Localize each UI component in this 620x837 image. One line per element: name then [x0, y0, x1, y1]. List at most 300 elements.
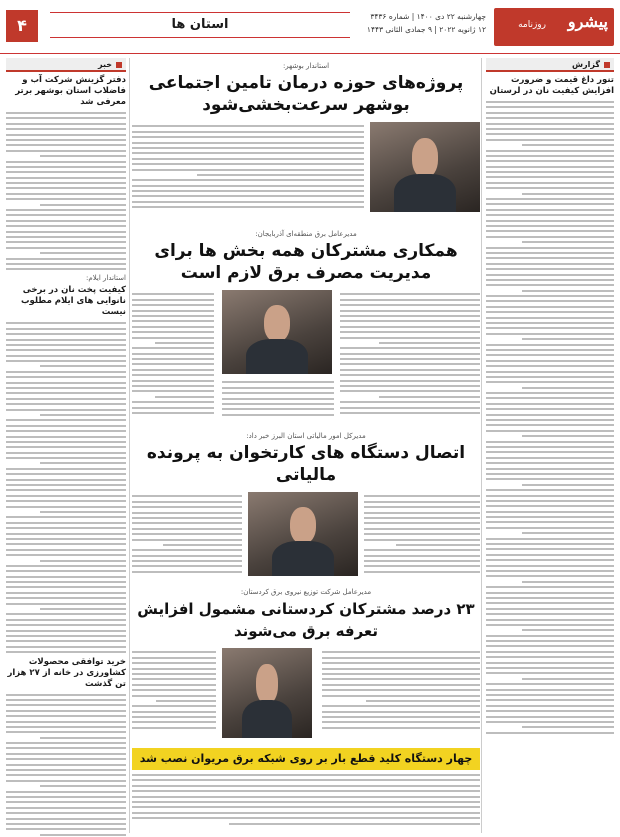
text-line: [486, 112, 614, 114]
bullet-icon: [604, 62, 610, 68]
text-line: [6, 780, 126, 782]
story2-kicker: مدیرعامل برق منطقه‌ای آذربایجان:: [255, 230, 357, 238]
story1-kicker: استاندار بوشهر:: [282, 62, 330, 70]
story1-headline: پروژه‌های حوزه درمان تامین اجتماعی بوشهر سرعت‌بخشی‌شود: [148, 73, 464, 115]
text-line: [6, 516, 126, 518]
text-line: [486, 619, 614, 621]
text-line: [486, 187, 614, 189]
text-line: [6, 214, 126, 216]
page-number: ۴: [6, 10, 38, 42]
text-line: [132, 555, 242, 557]
news-body-3: [6, 694, 126, 837]
text-line: [6, 554, 126, 556]
text-line: [132, 390, 214, 392]
text-line: [486, 462, 614, 464]
story5-banner: چهار دستگاه کلید قطع بار بر روی شبکه برق مریوان نصب شد: [132, 748, 480, 770]
news-kicker-2: استاندار ایلام:: [86, 274, 126, 283]
text-line: [322, 705, 480, 707]
text-line: [486, 457, 614, 459]
text-line: [132, 501, 242, 503]
text-line: [132, 163, 364, 165]
text-line: [486, 430, 614, 432]
text-line: [132, 142, 364, 144]
text-line: [6, 198, 126, 200]
text-line: [340, 347, 480, 349]
text-line: [40, 560, 126, 562]
text-line: [40, 462, 126, 464]
text-line: [6, 209, 126, 211]
text-line: [340, 407, 480, 409]
text-line: [486, 667, 614, 669]
text-line: [486, 565, 614, 567]
text-line: [340, 412, 480, 414]
text-line: [364, 571, 480, 573]
text-line: [6, 258, 126, 260]
text-line: [132, 817, 480, 819]
text-line: [6, 112, 126, 114]
text-line: [522, 726, 614, 728]
text-line: [486, 344, 614, 346]
text-line: [6, 382, 126, 384]
text-line: [322, 689, 480, 691]
text-line: [6, 533, 126, 535]
text-line: [222, 392, 334, 394]
text-line: [6, 177, 126, 179]
text-line: [486, 306, 614, 308]
text-line: [155, 342, 214, 344]
text-line: [522, 144, 614, 146]
text-line: [486, 473, 614, 475]
text-line: [6, 144, 126, 146]
text-line: [486, 645, 614, 647]
text-line: [6, 371, 126, 373]
text-line: [132, 779, 480, 781]
text-line: [486, 527, 614, 529]
text-line: [6, 769, 126, 771]
text-line: [6, 699, 126, 701]
text-line: [522, 484, 614, 486]
text-line: [40, 365, 126, 367]
text-line: [486, 705, 614, 707]
text-line: [364, 501, 480, 503]
text-line: [522, 290, 614, 292]
text-line: [132, 201, 364, 203]
text-line: [197, 174, 364, 176]
text-line: [322, 711, 480, 713]
logo-subtitle: روزنامه: [518, 20, 546, 30]
text-line: [6, 241, 126, 243]
story2: [132, 290, 480, 428]
story2-headline: همکاری مشترکان همه بخش ها برای مدیریت مصرف برق لازم است: [154, 241, 458, 283]
text-line: [6, 726, 126, 728]
text-line: [486, 360, 614, 362]
text-line: [132, 662, 216, 664]
text-line: [132, 657, 216, 659]
text-line: [486, 317, 614, 319]
text-line: [132, 651, 216, 653]
text-line: [486, 327, 614, 329]
text-line: [486, 247, 614, 249]
text-line: [486, 397, 614, 399]
text-line: [6, 161, 126, 163]
text-line: [486, 230, 614, 232]
text-line: [486, 505, 614, 507]
text-line: [132, 147, 364, 149]
text-line: [486, 123, 614, 125]
column-divider: [481, 58, 482, 833]
text-line: [40, 834, 126, 836]
text-line: [364, 555, 480, 557]
text-line: [132, 506, 242, 508]
text-line: [396, 544, 480, 546]
text-line: [486, 392, 614, 394]
text-line: [132, 315, 214, 317]
text-line: [6, 807, 126, 809]
story3: [132, 492, 480, 584]
text-line: [6, 150, 126, 152]
text-line: [486, 732, 614, 734]
text-line: [6, 753, 126, 755]
text-line: [322, 695, 480, 697]
text-line: [222, 408, 334, 410]
text-line: [132, 716, 216, 718]
text-line: [132, 721, 216, 723]
text-line: [132, 136, 364, 138]
text-line: [486, 495, 614, 497]
text-line: [132, 407, 214, 409]
text-line: [6, 774, 126, 776]
text-line: [340, 380, 480, 382]
text-line: [6, 489, 126, 491]
text-line: [486, 408, 614, 410]
text-line: [379, 342, 480, 344]
text-line: [6, 333, 126, 335]
text-line: [6, 166, 126, 168]
text-line: [6, 387, 126, 389]
text-line: [6, 139, 126, 141]
news-body-1: [6, 112, 126, 270]
text-line: [486, 683, 614, 685]
text-line: [6, 694, 126, 696]
text-line: [6, 117, 126, 119]
text-line: [486, 441, 614, 443]
text-line: [486, 602, 614, 604]
text-line: [132, 522, 242, 524]
report-bar: [486, 58, 614, 72]
text-line: [6, 376, 126, 378]
text-line: [340, 304, 480, 306]
text-line: [6, 436, 126, 438]
text-line: [322, 673, 480, 675]
text-line: [132, 705, 216, 707]
text-line: [486, 716, 614, 718]
issue-date: [367, 10, 486, 36]
text-line: [132, 785, 480, 787]
text-line: [6, 538, 126, 540]
section-title: استان ها: [50, 12, 350, 38]
text-line: [486, 268, 614, 270]
report-body: [486, 101, 614, 734]
text-line: [132, 560, 242, 562]
text-line: [6, 468, 126, 470]
text-line: [6, 758, 126, 760]
text-line: [364, 539, 480, 541]
text-line: [340, 326, 480, 328]
text-line: [132, 549, 242, 551]
text-line: [40, 785, 126, 787]
text-line: [132, 152, 364, 154]
text-line: [486, 478, 614, 480]
text-line: [486, 214, 614, 216]
text-line: [322, 727, 480, 729]
text-line: [40, 204, 126, 206]
text-line: [6, 624, 126, 626]
text-line: [340, 293, 480, 295]
text-line: [6, 495, 126, 497]
text-line: [6, 409, 126, 411]
text-line: [486, 284, 614, 286]
text-line: [486, 662, 614, 664]
text-line: [522, 241, 614, 243]
text-line: [6, 441, 126, 443]
text-line: [522, 629, 614, 631]
text-line: [132, 299, 214, 301]
text-line: [340, 310, 480, 312]
text-line: [340, 315, 480, 317]
story4: [132, 648, 480, 744]
text-line: [6, 506, 126, 508]
text-line: [6, 747, 126, 749]
text-line: [340, 331, 480, 333]
text-line: [486, 516, 614, 518]
text-line: [6, 710, 126, 712]
text-line: [6, 398, 126, 400]
text-line: [6, 322, 126, 324]
text-line: [486, 672, 614, 674]
text-line: [486, 489, 614, 491]
text-line: [132, 195, 364, 197]
story1-body: [132, 122, 364, 218]
text-line: [6, 581, 126, 583]
text-line: [6, 220, 126, 222]
text-line: [486, 295, 614, 297]
text-line: [6, 635, 126, 637]
text-line: [132, 380, 214, 382]
text-line: [6, 549, 126, 551]
text-line: [6, 484, 126, 486]
text-line: [6, 225, 126, 227]
text-line: [486, 500, 614, 502]
text-line: [486, 354, 614, 356]
text-line: [40, 252, 126, 254]
text-line: [132, 326, 214, 328]
column-divider: [129, 58, 130, 833]
text-line: [486, 446, 614, 448]
text-line: [156, 700, 216, 702]
newspaper-logo: [494, 8, 614, 46]
text-line: [486, 128, 614, 130]
text-line: [486, 322, 614, 324]
text-line: [6, 522, 126, 524]
text-line: [322, 721, 480, 723]
text-line: [486, 257, 614, 259]
text-line: [486, 635, 614, 637]
text-line: [486, 311, 614, 313]
story3-body-a: [364, 492, 480, 580]
text-line: [486, 414, 614, 416]
text-line: [366, 700, 480, 702]
text-line: [222, 414, 334, 416]
text-line: [486, 548, 614, 550]
text-line: [229, 823, 480, 825]
text-line: [132, 412, 214, 414]
text-line: [379, 396, 480, 398]
story3-photo: [248, 492, 358, 576]
main-column: [132, 58, 480, 833]
text-line: [486, 592, 614, 594]
text-line: [132, 125, 364, 127]
text-line: [486, 171, 614, 173]
text-line: [364, 565, 480, 567]
text-line: [364, 533, 480, 535]
text-line: [486, 166, 614, 168]
text-line: [486, 656, 614, 658]
text-line: [6, 171, 126, 173]
text-line: [486, 575, 614, 577]
text-line: [132, 711, 216, 713]
text-line: [486, 101, 614, 103]
text-line: [132, 331, 214, 333]
page-header: [0, 0, 620, 54]
text-line: [6, 742, 126, 744]
text-line: [6, 479, 126, 481]
text-line: [132, 565, 242, 567]
text-line: [132, 185, 364, 187]
text-line: [364, 506, 480, 508]
text-line: [486, 624, 614, 626]
text-line: [132, 684, 216, 686]
story4-kicker: مدیرعامل شرکت توزیع نیروی برق کردستان:: [240, 588, 372, 596]
text-line: [40, 414, 126, 416]
text-line: [340, 390, 480, 392]
text-line: [6, 344, 126, 346]
text-line: [6, 791, 126, 793]
text-line: [486, 403, 614, 405]
text-line: [486, 424, 614, 426]
text-line: [364, 528, 480, 530]
text-line: [132, 673, 216, 675]
text-line: [132, 689, 216, 691]
text-line: [6, 268, 126, 270]
text-line: [364, 512, 480, 514]
story2-body-b: [132, 290, 214, 424]
text-line: [6, 403, 126, 405]
text-line: [522, 193, 614, 195]
text-line: [6, 651, 126, 653]
text-line: [6, 187, 126, 189]
text-line: [486, 203, 614, 205]
text-line: [6, 646, 126, 648]
text-line: [6, 128, 126, 130]
text-line: [132, 806, 480, 808]
story2-body-a: [340, 290, 480, 424]
text-line: [222, 403, 334, 405]
text-line: [340, 401, 480, 403]
text-line: [132, 369, 214, 371]
text-line: [132, 801, 480, 803]
text-line: [522, 387, 614, 389]
text-line: [40, 608, 126, 610]
text-line: [486, 699, 614, 701]
text-line: [222, 387, 334, 389]
text-line: [486, 694, 614, 696]
text-line: [486, 150, 614, 152]
text-line: [6, 640, 126, 642]
text-line: [132, 401, 214, 403]
text-line: [155, 396, 214, 398]
news-title-3: خرید توافقی محصولات کشاورزی در خانه از ۲۷ هزار تن گذشت: [7, 656, 126, 689]
text-line: [322, 662, 480, 664]
text-line: [132, 293, 214, 295]
text-line: [6, 704, 126, 706]
text-line: [486, 106, 614, 108]
text-line: [132, 385, 214, 387]
text-line: [132, 774, 480, 776]
text-line: [6, 452, 126, 454]
report-bar-label: گزارش: [571, 60, 600, 69]
news-bar: [6, 58, 126, 72]
text-line: [486, 521, 614, 523]
text-line: [486, 155, 614, 157]
text-line: [132, 179, 364, 181]
text-line: [364, 495, 480, 497]
story4-body-b: [132, 648, 216, 740]
text-line: [364, 517, 480, 519]
text-line: [132, 158, 364, 160]
text-line: [486, 182, 614, 184]
text-line: [6, 576, 126, 578]
text-line: [340, 337, 480, 339]
text-line: [6, 500, 126, 502]
text-line: [486, 468, 614, 470]
text-line: [222, 381, 334, 383]
text-line: [486, 651, 614, 653]
text-line: [222, 398, 334, 400]
text-line: [322, 684, 480, 686]
text-line: [6, 473, 126, 475]
text-line: [486, 300, 614, 302]
report-column: [486, 58, 614, 737]
text-line: [132, 517, 242, 519]
text-line: [486, 252, 614, 254]
text-line: [6, 355, 126, 357]
text-line: [132, 169, 364, 171]
text-line: [132, 374, 214, 376]
story3-headline: اتصال دستگاه های کارتخوان به پرونده مالیاتی: [146, 443, 466, 485]
text-line: [6, 134, 126, 136]
news-column: [6, 58, 126, 837]
news-title-2: کیفیت پخت نان در برخی نانوایی های ایلام مطلوب نیست: [20, 285, 126, 318]
text-line: [132, 310, 214, 312]
bullet-icon: [116, 62, 122, 68]
story1: [132, 122, 480, 222]
text-line: [132, 337, 214, 339]
report-title: تنور داغ قیمت و ضرورت افزایش کیفیت نان در لرستان: [489, 75, 614, 96]
text-line: [132, 790, 480, 792]
text-line: [132, 347, 214, 349]
story3-kicker: مدیرکل امور مالیاتی استان البرز خبر داد:: [246, 432, 366, 440]
text-line: [486, 613, 614, 615]
